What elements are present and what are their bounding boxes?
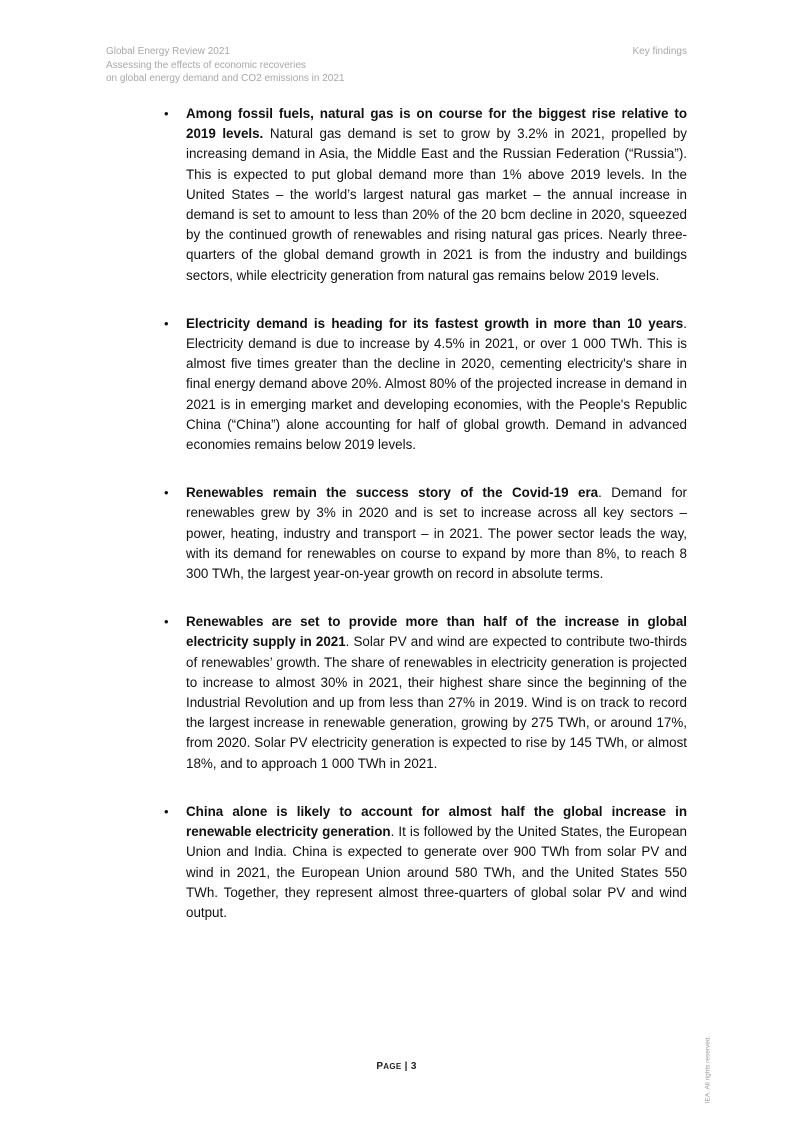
finding-lead: Electricity demand is heading for its fastest growth in more than 10 years [186, 315, 684, 331]
rights-notice [702, 1034, 714, 1104]
section-label: Key findings [632, 46, 687, 57]
bullet-icon: • [164, 614, 169, 630]
page-label-rest: AGE [383, 1062, 402, 1071]
finding-lead: Among fossil fuels, natural gas is on course for the biggest rise relative to 2019 levels. [186, 106, 687, 142]
key-findings-list [166, 104, 687, 951]
finding-china-renewables [166, 802, 687, 923]
finding-body: . Solar PV and wind are expected to contribute two-thirds of renewables’ growth. The share of renewables in electricity generation is projected to increase to almost 30% in 2021, their highest share since the beginning of the Industrial Revolution and up from less than 27% in 2019. Wind is on track to record the largest increase in renewable generation, growing by 275 TWh, or around 17%, from 2020. Solar PV electricity generation is expected to rise by 145 TWh, or almost 18%, and to approach 1 000 TWh in 2021. [186, 634, 687, 771]
finding-renewables-success [166, 483, 687, 584]
page-label-initial: P [376, 1061, 384, 1072]
bullet-icon: • [164, 485, 169, 501]
finding-renewables-supply [166, 612, 687, 774]
finding-lead: China alone is likely to account for almost half the global increase in renewable electricity generation [186, 803, 687, 840]
finding-body: . Demand for renewables grew by 3% in 2020 and is set to increase across all key sectors – power, heating, industry and transport – in 2021. The power sector leads the way, with its demand for renewables on course to expand by more than 8%, to reach 8 300 TWh, the largest year-on-year growth on record in absolute terms. [186, 485, 687, 582]
page-separator: | [401, 1061, 411, 1072]
bullet-icon: • [164, 315, 169, 331]
page-number: 3 [410, 1061, 417, 1072]
finding-lead: Renewables are set to provide more than half of the increase in global electricity supply in 2021 [186, 614, 687, 650]
finding-body: Natural gas demand is set to grow by 3.2% in 2021, propelled by increasing demand in Asia, the Middle East and the Russian Federation (“Russia”). This is expected to put global demand more than 1% above 2019 levels. In the United States – the world’s largest natural gas market – the annual increase in demand is set to amount to less than 20% of the 20 bcm decline in 2020, squeezed by the continued growth of renewables and rising natural gas prices. Nearly three-quarters of the global demand growth in 2021 is from the industry and buildings sectors, while electricity generation from natural gas remains below 2019 levels. [186, 126, 687, 283]
finding-electricity-demand [166, 314, 687, 455]
bullet-icon: • [164, 803, 169, 819]
finding-natural-gas [166, 104, 687, 286]
document-subtitle-line-1: Assessing the effects of economic recoveries [106, 59, 306, 71]
bullet-icon: • [164, 106, 169, 121]
finding-lead: Renewables remain the success story of the Covid-19 era [186, 485, 599, 501]
finding-body: . It is followed by the United States, the European Union and India. China is expected to generate over 900 TWh from solar PV and wind in 2021, the European Union around 580 TWh, and the United States 550 TWh. Together, they represent almost three-quarters of global solar PV and wind output. [186, 824, 687, 920]
document-header [106, 45, 345, 86]
page-number-footer [0, 1061, 793, 1072]
document-title: Global Energy Review 2021 [106, 46, 230, 57]
finding-body: . Electricity demand is due to increase by 4.5% in 2021, or over 1 000 TWh. This is almost five times greater than the decline in 2020, cementing electricity's share in final energy demand above 20%. Almost 80% of the projected increase in demand in 2021 is in emerging market and developing economies, with the People's Republic China (“China”) alone accounting for half of global growth. Demand in advanced economies remains below 2019 levels. [186, 315, 687, 453]
document-subtitle-line-2: on global energy demand and CO2 emissions in 2021 [106, 73, 345, 84]
rights-text: IEA. All rights reserved. [704, 1035, 712, 1103]
